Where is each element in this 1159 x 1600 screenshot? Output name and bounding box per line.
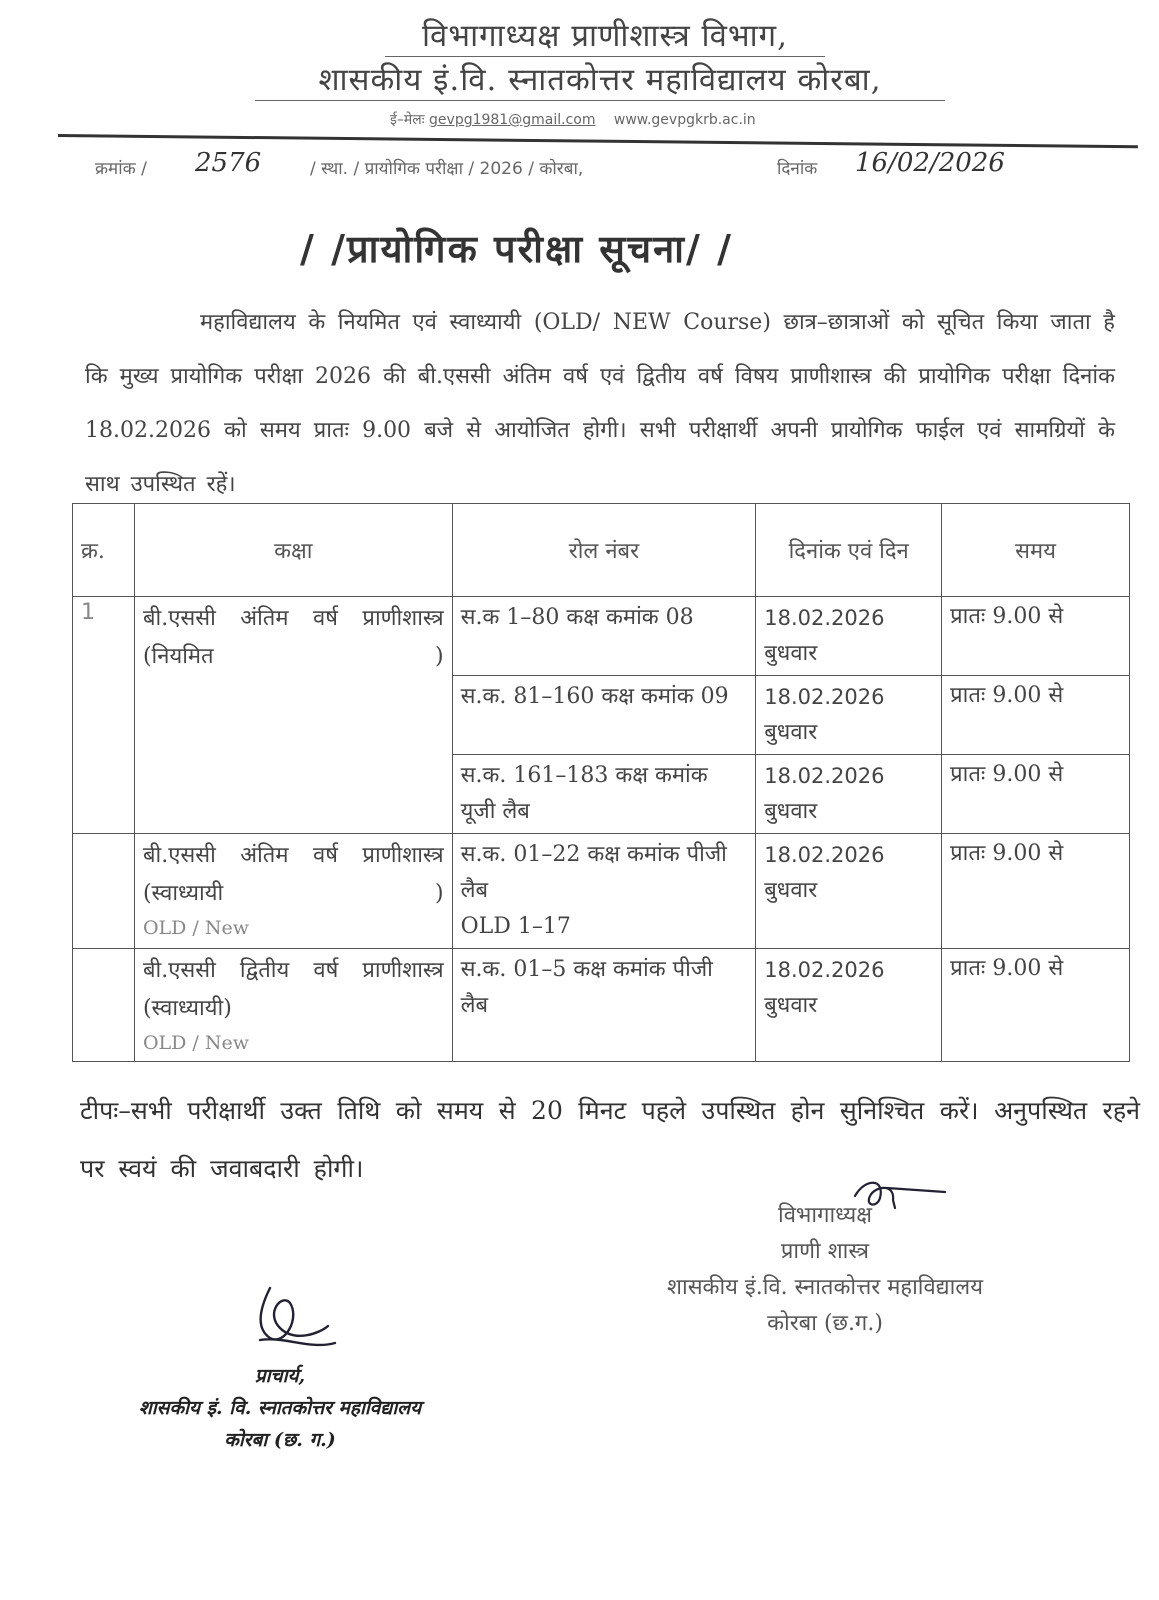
class-name: बी.एससी अंतिम वर्ष प्राणीशास्त्र (नियमित ) — [142, 606, 444, 669]
course-type: OLD / New — [142, 1032, 249, 1054]
header-date-day: दिनांक एवं दिन — [756, 504, 942, 597]
roll-range: स.क 1–80 कक्ष कमांक 08 — [452, 597, 756, 676]
exam-date: 18.02.2026 — [764, 958, 885, 982]
table-row — [73, 949, 1130, 1062]
roll-range: स.क. 81–160 कक्ष कमांक 09 — [452, 676, 756, 755]
exam-date: 18.02.2026 — [764, 764, 885, 788]
exam-date-day — [756, 597, 942, 676]
exam-day: बुधवार — [764, 641, 818, 666]
principal-city: कोरबा (छ. ग.) — [224, 1429, 336, 1451]
header-department: विभागाध्यक्ष प्राणीशास्त्र विभाग, — [385, 14, 825, 57]
exam-time: प्रातः 9.00 से — [942, 676, 1130, 755]
table-header-row — [73, 504, 1130, 597]
exam-time: प्रातः 9.00 से — [942, 597, 1130, 676]
row-class — [134, 834, 452, 949]
hod-department: प्राणी शास्त्र — [780, 1239, 870, 1264]
hod-college: शासकीय इं.वि. स्नातकोत्तर महाविद्यालय — [667, 1275, 983, 1300]
principal-designation: प्राचार्य, — [254, 1365, 306, 1387]
header-contact — [390, 110, 830, 129]
exam-schedule-table — [72, 503, 1130, 1062]
class-name: बी.एससी द्वितीय वर्ष प्राणीशास्त्र (स्वाध्यायी) — [142, 958, 444, 1021]
header-college: शासकीय इं.वि. स्नातकोत्तर महाविद्यालय कोरबा, — [255, 58, 945, 101]
exam-day: बुधवार — [764, 799, 818, 824]
roll-range-old: OLD 1–17 — [460, 914, 571, 939]
class-name: बी.एससी अंतिम वर्ष प्राणीशास्त्र (स्वाध्यायी ) — [142, 843, 444, 906]
hod-signature-block — [615, 1198, 1035, 1342]
exam-day: बुधवार — [764, 720, 818, 745]
row-class — [134, 949, 452, 1062]
roll-range: स.क. 01–5 कक्ष कमांक पीजी लैब — [452, 949, 756, 1062]
header-time: समय — [942, 504, 1130, 597]
header-sn: क्र. — [73, 504, 135, 597]
exam-day: बुधवार — [764, 993, 818, 1018]
exam-date-day — [756, 834, 942, 949]
roll-range: स.क. 161–183 कक्ष कमांक यूजी लैब — [452, 755, 756, 834]
exam-date-day — [756, 755, 942, 834]
contact-label: ई–मेलः — [390, 112, 425, 128]
row-sn — [73, 834, 135, 949]
hod-designation: विभागाध्यक्ष — [778, 1203, 872, 1228]
email-link[interactable]: gevpg1981@gmail.com — [429, 112, 596, 128]
reference-line — [95, 148, 1095, 188]
table-row — [73, 597, 1130, 676]
row-class — [134, 597, 452, 834]
exam-day: बुधवार — [764, 878, 818, 903]
notice-note: टीपः–सभी परीक्षार्थी उक्त तिथि को समय से 20 मिनट पहले उपस्थित होन सुनिश्चित करें। अनुपस्थित रहने पर स्वयं की जवाबदारी होगी। — [80, 1096, 1140, 1183]
hod-city: कोरबा (छ.ग.) — [767, 1311, 883, 1336]
exam-time: प्रातः 9.00 से — [942, 834, 1130, 949]
principal-signature — [240, 1268, 350, 1363]
exam-date: 18.02.2026 — [764, 606, 885, 630]
roll-range-text: स.क. 01–22 कक्ष कमांक पीजी लैब — [460, 842, 727, 903]
kramank-label: क्रमांक / — [95, 159, 147, 179]
header-class: कक्षा — [134, 504, 452, 597]
roll-range — [452, 834, 756, 949]
row-sn: 1 — [73, 597, 135, 834]
date-value: 16/02/2026 — [855, 148, 1005, 178]
row-sn — [73, 949, 135, 1062]
date-label: दिनांक — [777, 159, 818, 179]
exam-date-day — [756, 676, 942, 755]
exam-date-day — [756, 949, 942, 1062]
course-type: OLD / New — [142, 917, 249, 939]
table-row — [73, 834, 1130, 949]
principal-college: शासकीय इं. वि. स्नातकोत्तर महाविद्यालय — [138, 1397, 422, 1419]
exam-date: 18.02.2026 — [764, 843, 885, 867]
website-link[interactable]: www.gevpgkrb.ac.in — [613, 112, 756, 128]
exam-date: 18.02.2026 — [764, 685, 885, 709]
kramank-number: 2576 — [195, 148, 262, 178]
header-divider — [58, 134, 1138, 148]
exam-time: प्रातः 9.00 से — [942, 755, 1130, 834]
principal-block — [110, 1360, 450, 1456]
notice-title: / /प्रायोगिक परीक्षा सूचना/ / — [300, 226, 734, 271]
subject-reference: / स्था. / प्रायोगिक परीक्षा / 2026 / कोरबा, — [310, 159, 584, 179]
exam-time: प्रातः 9.00 से — [942, 949, 1130, 1062]
notice-body: महाविद्यालय के नियमित एवं स्वाध्यायी (OLD/ NEW Course) छात्र–छात्राओं को सूचित किया जाता है कि मुख्य प्रायोगिक परीक्षा 2026 की बी.एससी अंतिम वर्ष एवं द्वितीय वर्ष विषय प्राणीशास्त्र की प्रायोगिक परीक्षा दिनांक 18.02.2026 को समय प्रातः 9.00 बजे से आयोजित होगी। सभी परीक्षार्थी अपनी प्रायोगिक फाईल एवं सामग्रियों के साथ उपस्थित रहें। — [85, 310, 1115, 497]
header-roll: रोल नंबर — [452, 504, 756, 597]
